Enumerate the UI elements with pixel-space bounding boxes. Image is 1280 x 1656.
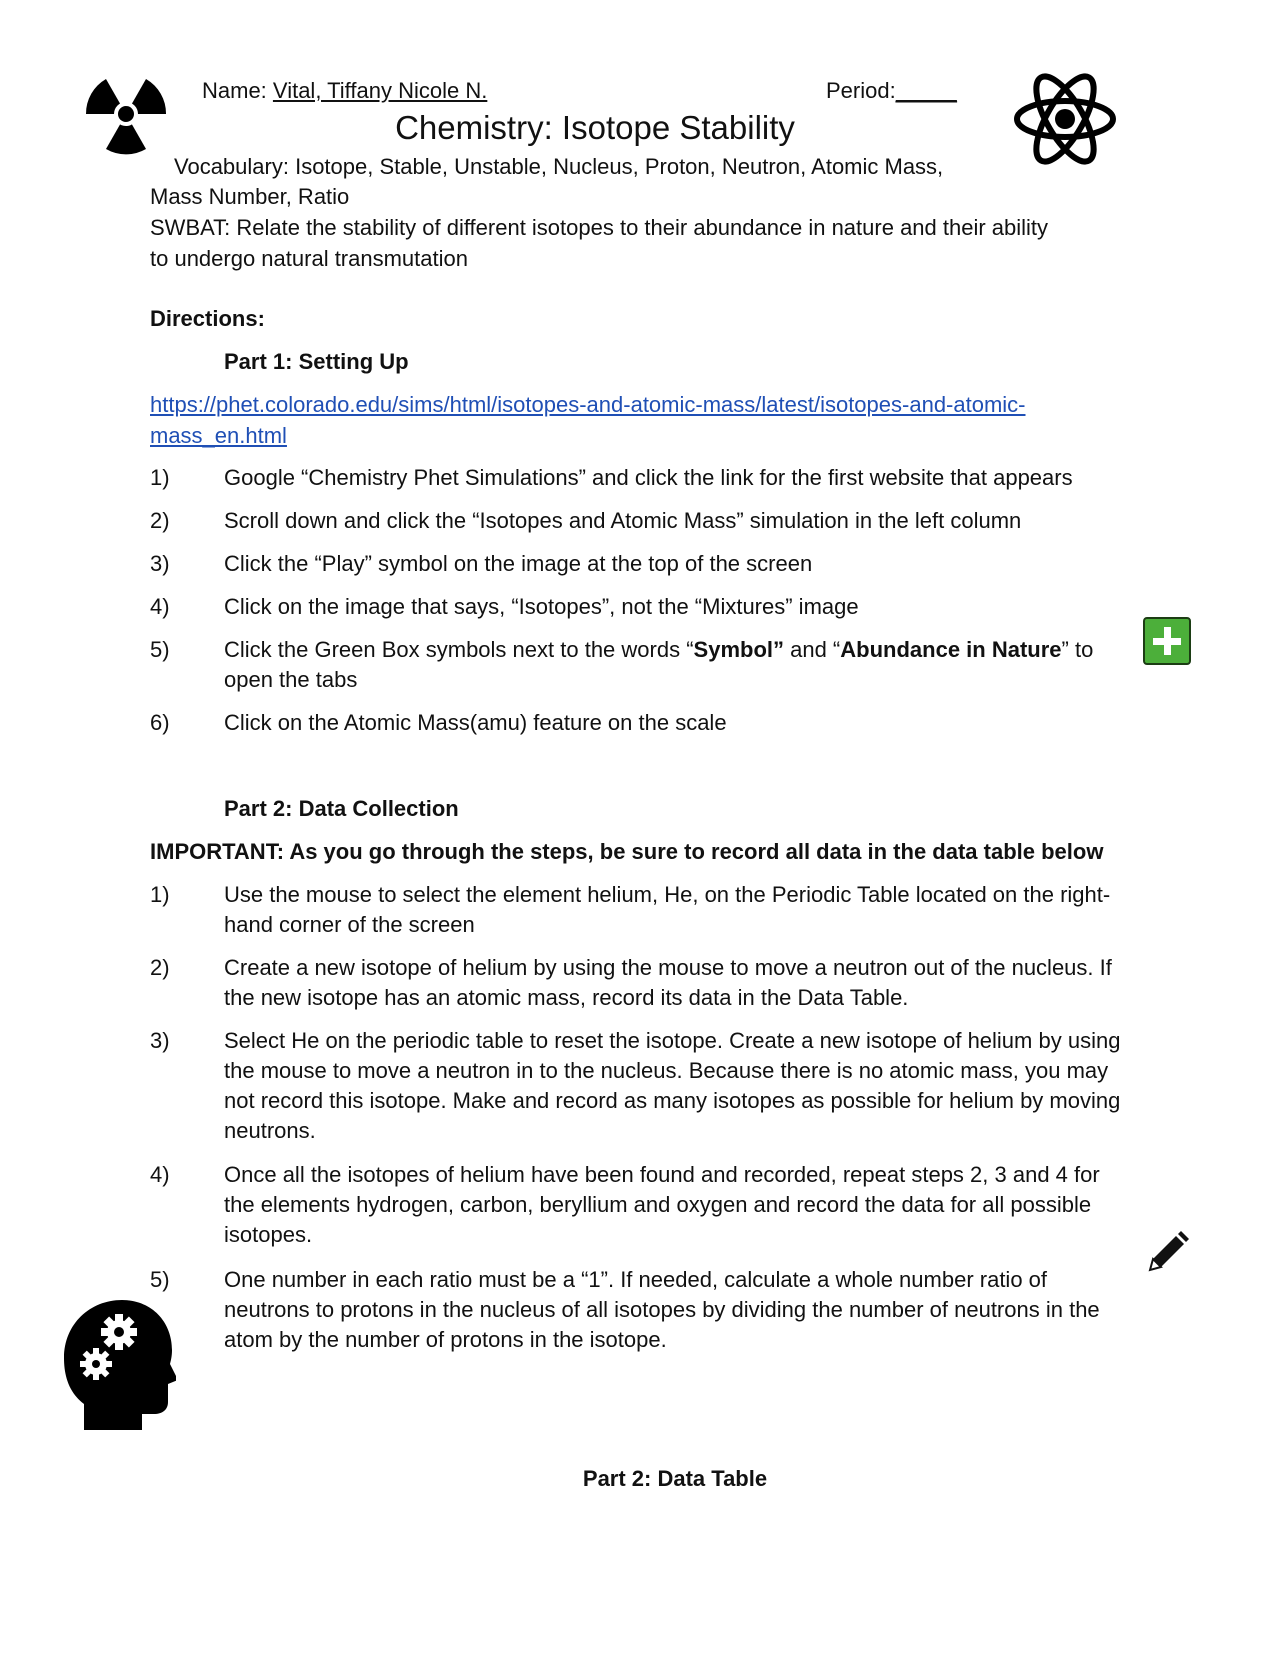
part1-step-text: Click on the Atomic Mass(amu) feature on the scale xyxy=(224,710,727,735)
part2-step-number: 1) xyxy=(150,882,170,907)
phet-link-line2[interactable]: mass_en.html xyxy=(150,423,287,448)
head-gears-icon xyxy=(64,1300,176,1430)
part2-step-text: Select He on the periodic table to reset the isotope. Create a new isotope of helium by using the mouse to move a neutron in to the nucleus. Because there is no atomic mass, you may not record this isotope. Make and record as many isotopes as possible for helium by moving neutrons. xyxy=(224,1028,1121,1143)
part1-step-number: 5) xyxy=(150,637,170,662)
part1-step-text: Scroll down and click the “Isotopes and Atomic Mass” simulation in the left column xyxy=(224,508,1022,533)
page-title: Chemistry: Isotope Stability xyxy=(395,109,795,146)
part1-step-number: 6) xyxy=(150,710,170,735)
part1-step-text: Click the Green Box symbols next to the words “Symbol” and “Abundance in Nature” to open the tabs xyxy=(224,637,1094,692)
period-line xyxy=(826,76,957,106)
part2-step-number: 4) xyxy=(150,1162,170,1187)
part2-step-number: 5) xyxy=(150,1267,170,1292)
vocabulary-line1: Vocabulary: Isotope, Stable, Unstable, Nucleus, Proton, Neutron, Atomic Mass, xyxy=(174,154,944,179)
pencil-icon xyxy=(1146,1230,1190,1274)
part1-step-number: 3) xyxy=(150,551,170,576)
vocabulary-line2: Mass Number, Ratio xyxy=(150,184,350,209)
part2-step-text: Use the mouse to select the element helium, He, on the Periodic Table located on the right-hand corner of the screen xyxy=(224,882,1111,937)
part1-step-text: Click the “Play” symbol on the image at the top of the screen xyxy=(224,551,813,576)
part2-heading: Part 2: Data Collection xyxy=(224,796,459,821)
name-label: Name: xyxy=(202,78,267,103)
part1-heading: Part 1: Setting Up xyxy=(224,349,409,374)
data-table-heading: Part 2: Data Table xyxy=(582,1466,768,1491)
part2-step-text: Once all the isotopes of helium have been found and recorded, repeat steps 2, 3 and 4 for the elements hydrogen, carbon, beryllium and oxygen and record the data for all possible isotopes. xyxy=(224,1162,1100,1247)
directions-heading: Directions: xyxy=(150,306,265,331)
part1-step-text: Google “Chemistry Phet Simulations” and click the link for the first website that appears xyxy=(224,465,1073,490)
plus-box-icon[interactable] xyxy=(1143,617,1191,665)
name-line xyxy=(202,76,487,106)
period-blank: _____ xyxy=(895,78,957,103)
important-note: IMPORTANT: As you go through the steps, be sure to record all data in the data table below xyxy=(150,839,1104,864)
part1-step-number: 2) xyxy=(150,508,170,533)
part2-step-text: One number in each ratio must be a “1”. If needed, calculate a whole number ratio of neutrons to protons in the nucleus of all isotopes by dividing the number of neutrons in the atom by the number of protons in the isotope. xyxy=(224,1267,1100,1352)
swbat-line1: SWBAT: Relate the stability of different isotopes to their abundance in nature and their ability xyxy=(150,215,1049,240)
part1-step-number: 1) xyxy=(150,465,170,490)
part1-step-text: Click on the image that says, “Isotopes”, not the “Mixtures” image xyxy=(224,594,859,619)
part2-step-number: 2) xyxy=(150,955,170,980)
part2-step-number: 3) xyxy=(150,1028,170,1053)
swbat-line2: to undergo natural transmutation xyxy=(150,246,468,271)
period-label: Period: xyxy=(826,78,896,103)
part2-step-text: Create a new isotope of helium by using the mouse to move a neutron out of the nucleus. If the new isotope has an atomic mass, record its data in the Data Table. xyxy=(224,955,1112,1010)
phet-link-line1[interactable]: https://phet.colorado.edu/sims/html/isotopes-and-atomic-mass/latest/isotopes-and-atomic- xyxy=(150,392,1026,417)
part1-step-number: 4) xyxy=(150,594,170,619)
name-value: Vital, Tiffany Nicole N. xyxy=(272,78,488,103)
